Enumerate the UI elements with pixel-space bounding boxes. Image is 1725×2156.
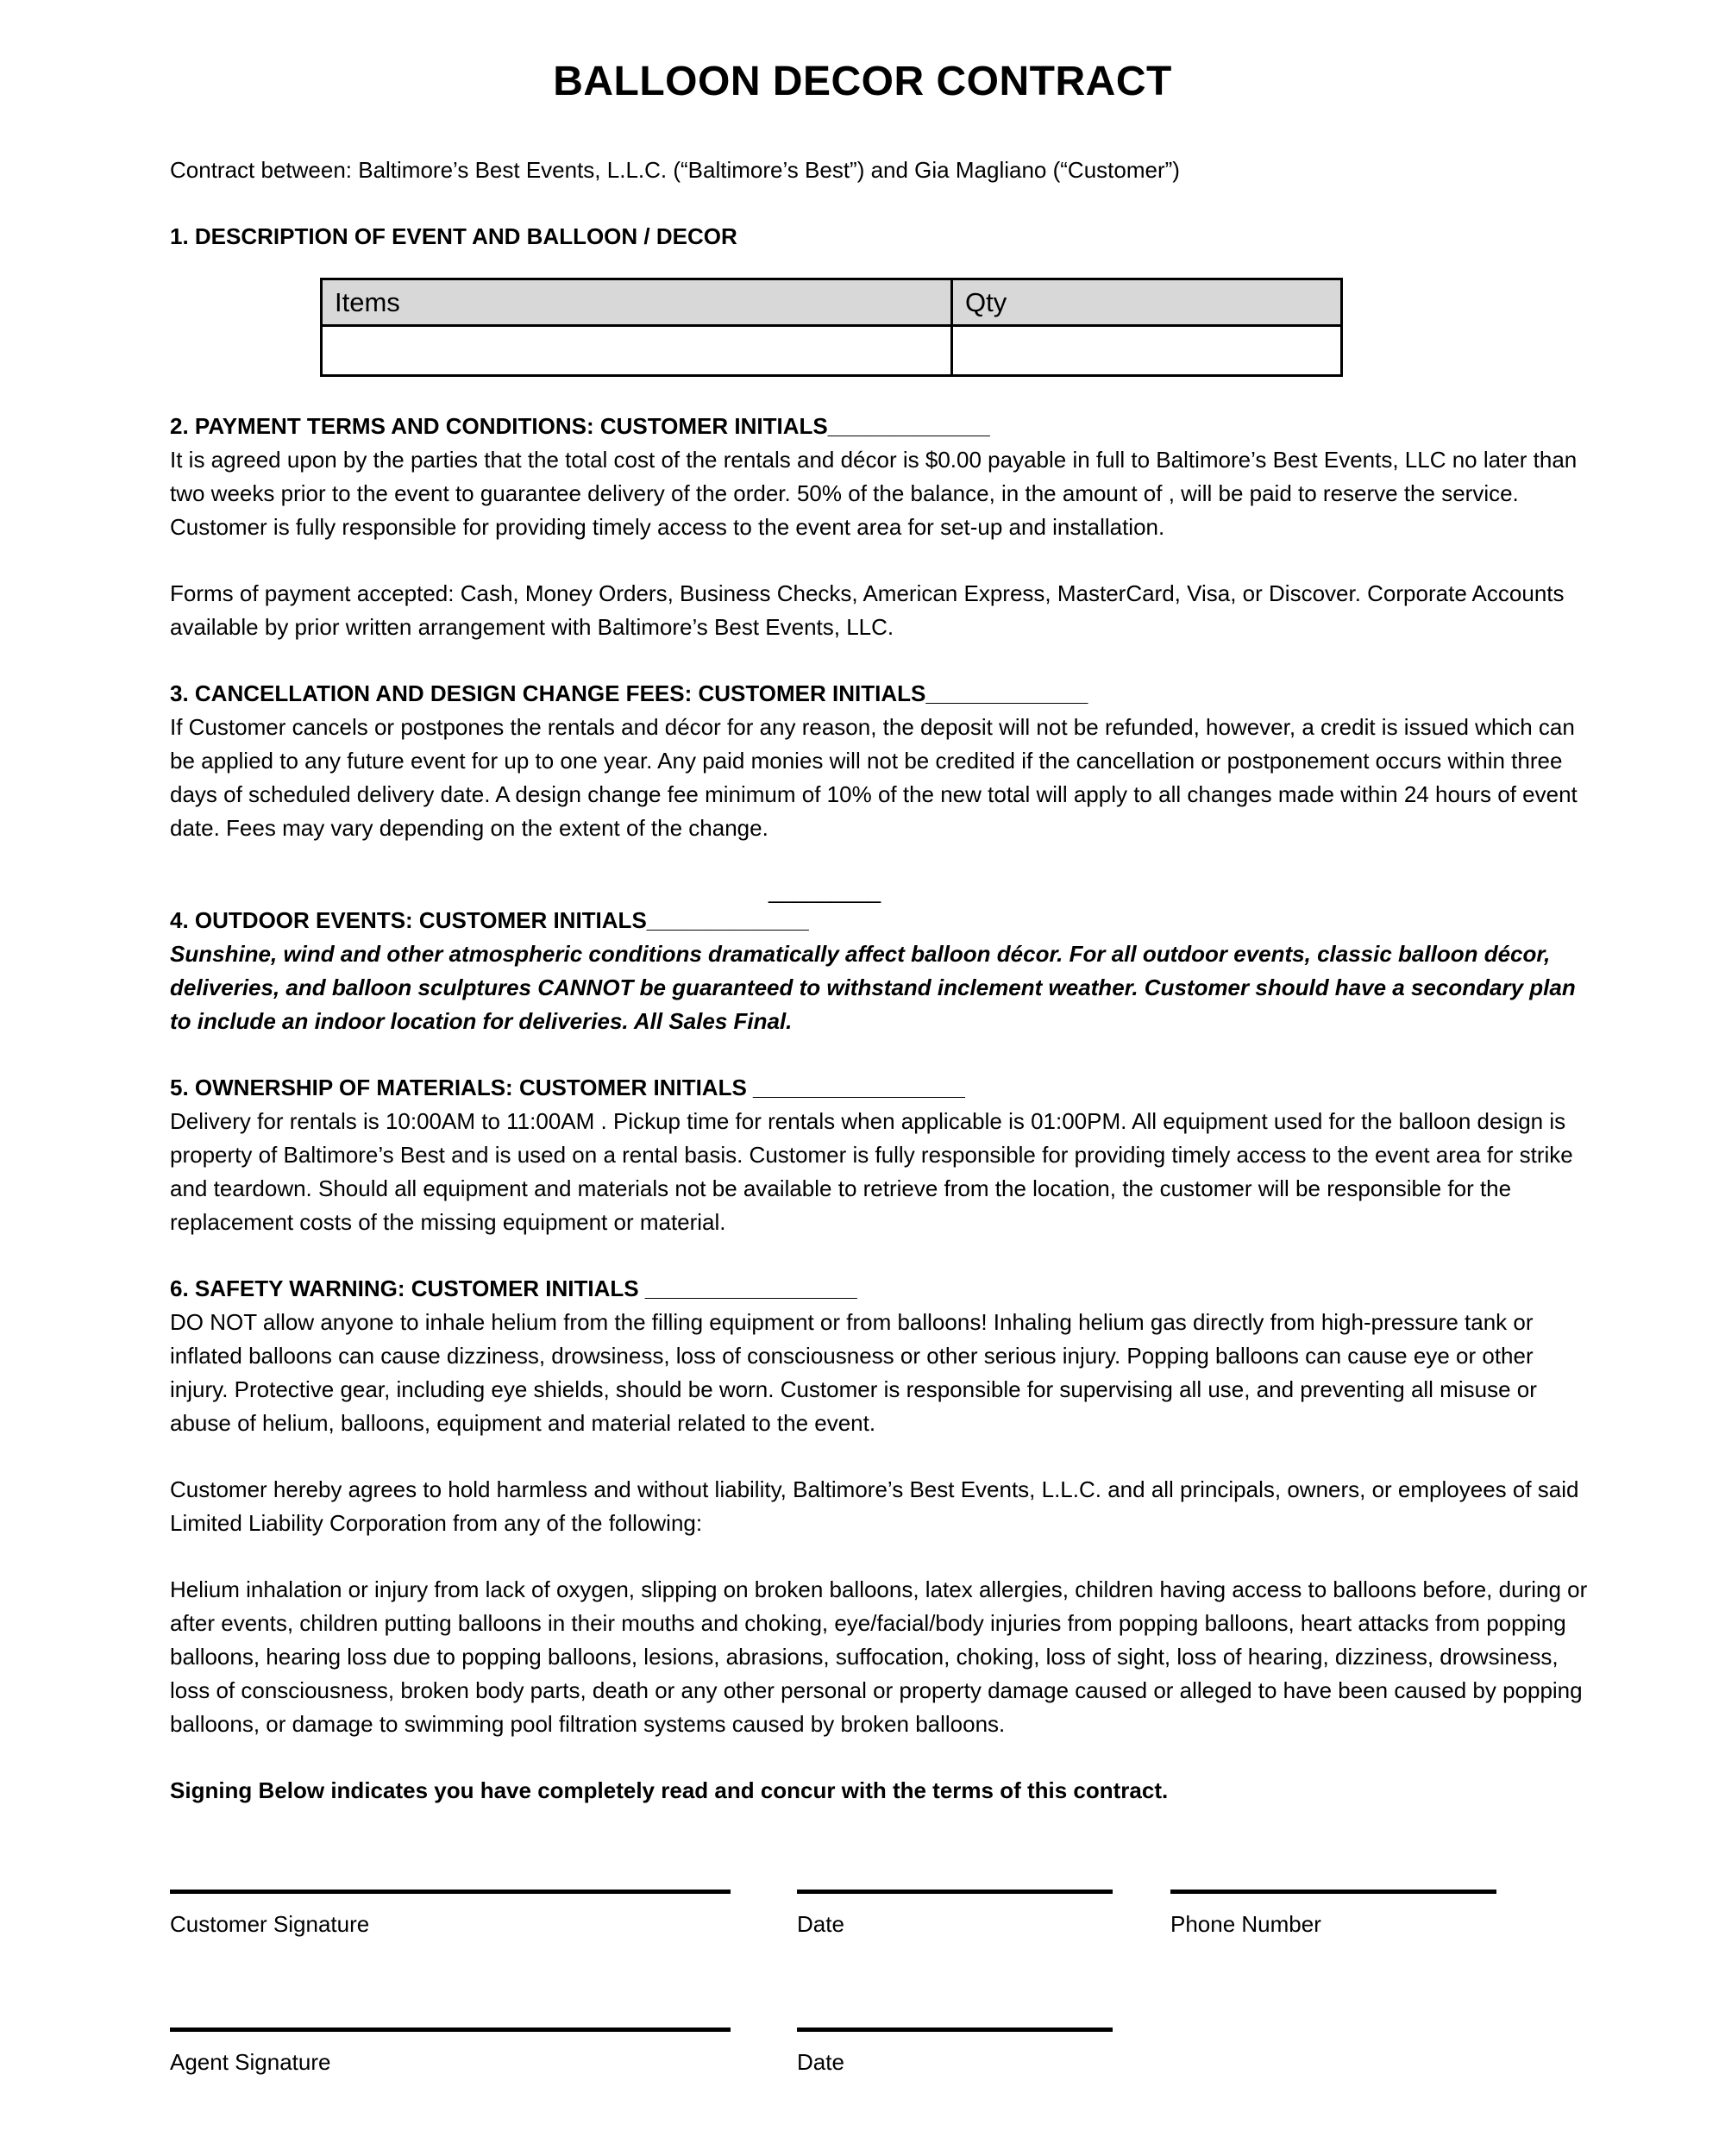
closing-statement: Signing Below indicates you have completely read and concur with the terms of this contract. <box>170 1777 1169 1803</box>
qty-column-header: Qty <box>952 279 1342 326</box>
signature-row-2 <box>170 2028 1596 2079</box>
section-5-paragraph: Delivery for rentals is 10:00AM to 11:00AM . Pickup time for rentals when applicable is 01:00PM. All equipment used for the balloon design is property of Baltimore’s Best and is used on a rental basis. Customer is fully responsible for providing timely access to the event area for strike and teardown. Should all equipment and materials not be available to retrieve from the location, the customer will be responsible for the replacement costs of the missing equipment or material. <box>170 1108 1573 1235</box>
date-line-1 <box>797 1890 1113 1894</box>
phone-number-line <box>1170 1890 1496 1894</box>
phone-number-label: Phone Number <box>1170 1911 1321 1937</box>
section-2-paragraph-2: Forms of payment accepted: Cash, Money Orders, Business Checks, American Express, MasterCard, Visa, or Discover. Corporate Accounts available by prior written arrangement with Baltimore’s Best Events, LLC. <box>170 580 1565 640</box>
date-label-1: Date <box>797 1911 844 1937</box>
qty-cell <box>952 326 1342 376</box>
section-2-heading: 2. PAYMENT TERMS AND CONDITIONS: CUSTOMER INITIALS_____________ <box>170 413 990 439</box>
section-1-heading: 1. DESCRIPTION OF EVENT AND BALLOON / DECOR <box>170 223 737 249</box>
section-4-paragraph: Sunshine, wind and other atmospheric conditions dramatically affect balloon décor. For all outdoor events, classic balloon décor, deliveries, and balloon sculptures CANNOT be guaranteed to withstand inclement weather. Customer should have a secondary plan to include an indoor location for deliveries. All Sales Final. <box>170 941 1576 1034</box>
contract-parties-line: Contract between: Baltimore’s Best Events, L.L.C. (“Baltimore’s Best”) and Gia Magliano (“Customer”) <box>170 157 1180 183</box>
agent-signature-label: Agent Signature <box>170 2049 331 2075</box>
section-6-paragraph-1: DO NOT allow anyone to inhale helium from the filling equipment or from balloons! Inhaling helium gas directly from high-pressure tank or inflated balloons can cause dizziness, drowsiness, loss of consciousness or other serious injury. Popping balloons can cause eye or other injury. Protective gear, including eye shields, should be worn. Customer is responsible for supervising all use, and preventing all misuse or abuse of helium, balloons, equipment and material related to the event. <box>170 1309 1537 1436</box>
hold-harmless-paragraph: Customer hereby agrees to hold harmless and without liability, Baltimore’s Best Events, L.L.C. and all principals, owners, or employees of said Limited Liability Corporation from any of the following: <box>170 1476 1579 1536</box>
items-cell <box>322 326 952 376</box>
section-3-heading: 3. CANCELLATION AND DESIGN CHANGE FEES: CUSTOMER INITIALS_____________ <box>170 680 1088 706</box>
date-label-2: Date <box>797 2049 844 2075</box>
items-column-header: Items <box>322 279 952 326</box>
items-qty-table <box>320 278 1343 377</box>
customer-signature-line <box>170 1890 731 1894</box>
date-line-2 <box>797 2028 1113 2032</box>
agent-signature-line <box>170 2028 731 2032</box>
table-row <box>322 326 1342 376</box>
document-title: BALLOON DECOR CONTRACT <box>553 59 1172 104</box>
section-6-heading: 6. SAFETY WARNING: CUSTOMER INITIALS _________________ <box>170 1275 857 1301</box>
date-field-2 <box>797 2028 1113 2079</box>
section-3-paragraph: If Customer cancels or postpones the rentals and décor for any reason, the deposit will not be refunded, however, a credit is issued which can be applied to any future event for up to one year. Any paid monies will not be credited if the cancellation or postponement occurs within three days of scheduled delivery date. A design change fee minimum of 10% of the new total will apply to all changes made within 24 hours of event date. Fees may vary depending on the extent of the change. <box>170 714 1578 841</box>
liability-list-paragraph: Helium inhalation or injury from lack of oxygen, slipping on broken balloons, latex allergies, children having access to balloons before, during or after events, children putting balloons in their mouths and choking, eye/facial/body injuries from popping balloons, heart attacks from popping balloons, hearing loss due to popping balloons, lesions, abrasions, suffocation, choking, loss of sight, loss of hearing, dizziness, drowsiness, loss of consciousness, broken body parts, death or any other personal or property damage caused or alleged to have been caused by popping balloons, or damage to swimming pool filtration systems caused by broken balloons. <box>170 1576 1588 1737</box>
customer-signature-field <box>170 1890 731 1941</box>
table-header-row <box>322 279 1342 326</box>
blank-initials-line: _________ <box>768 878 881 904</box>
phone-number-field <box>1170 1890 1496 1941</box>
signature-row-1 <box>170 1890 1596 1941</box>
date-field-1 <box>797 1890 1113 1941</box>
section-2-paragraph-1: It is agreed upon by the parties that the total cost of the rentals and décor is $0.00 payable in full to Baltimore’s Best Events, LLC no later than two weeks prior to the event to guarantee delivery of the order. 50% of the balance, in the amount of , will be paid to reserve the service. Customer is fully responsible for providing timely access to the event area for set-up and installation. <box>170 447 1578 540</box>
customer-signature-label: Customer Signature <box>170 1911 370 1937</box>
section-4-heading: 4. OUTDOOR EVENTS: CUSTOMER INITIALS_____________ <box>170 907 809 933</box>
agent-signature-field <box>170 2028 731 2079</box>
section-5-heading: 5. OWNERSHIP OF MATERIALS: CUSTOMER INITIALS _________________ <box>170 1075 965 1100</box>
